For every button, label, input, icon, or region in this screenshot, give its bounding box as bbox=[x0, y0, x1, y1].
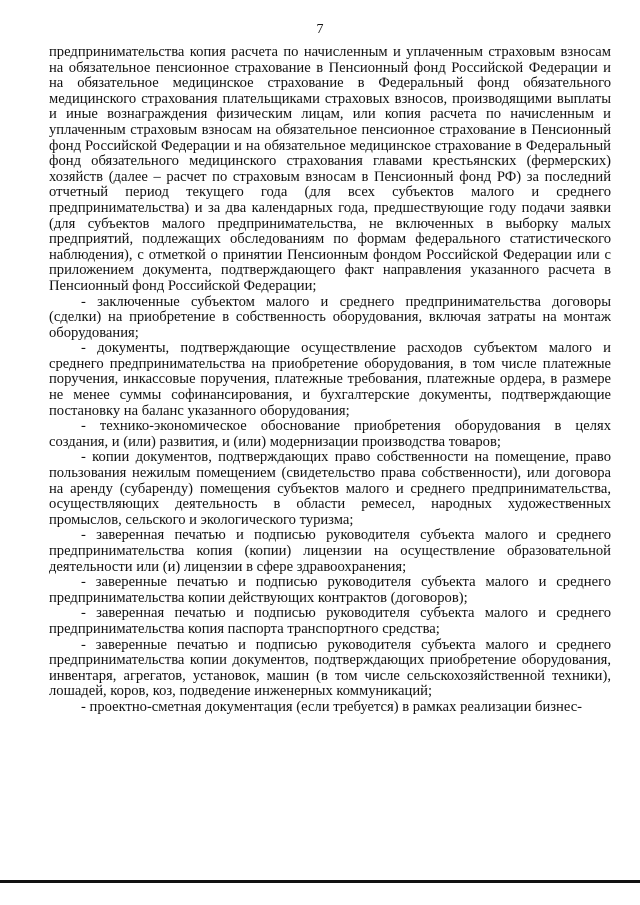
list-item-contracts: - заключенные субъектом малого и среднего предпринимательства договоры (сделки) на приобретение в собственность оборудования, включая затраты на монтаж оборудования; bbox=[49, 293, 611, 341]
list-item-acquisition-documents: - заверенные печатью и подписью руководителя субъекта малого и среднего предпринимательства копии документов, подтверждающих приобретение оборудования, инвентаря, агрегатов, установок, машин (в том числе сельскохозяйственной техники), лошадей, коров, коз, подведение инженерных коммуникаций; bbox=[49, 636, 611, 700]
page-number: 7 bbox=[316, 22, 324, 37]
list-item-expense-documents: - документы, подтверждающие осуществление расходов субъектом малого и среднего предпринимательства на приобретение оборудования, в том числе платежные поручения, инкассовые поручения, платежные требования, платежные ордера, в размере не менее суммы софинансирования, и бухгалтерские документы, подтверждающие постановку на баланс указанного оборудования; bbox=[49, 340, 611, 419]
list-item-feasibility-study: - технико-экономическое обоснование приобретения оборудования в целях создания, и (или) развития, и (или) модернизации производства товаров; bbox=[49, 418, 611, 450]
list-item-contract-copies: - заверенные печатью и подписью руководителя субъекта малого и среднего предпринимательства копии действующих контрактов (договоров); bbox=[49, 574, 611, 606]
list-item-property-documents: - копии документов, подтверждающих право собственности на помещение, право пользования нежилым помещением (свидетельство права собственности), или договора на аренду (субаренду) помещения субъектов малого и среднего предпринимательства, осуществляющих деятельность в области ремесел, народных художественных промыслов, сельского и экологического туризма; bbox=[49, 449, 611, 528]
paragraph-continuation: предпринимательства копия расчета по начисленным и уплаченным страховым взносам на обязательное пенсионное страхование в Пенсионный фонд Российской Федерации и на обязательное медицинское страхование в Федеральный фонд обязательного медицинского страхования плательщиками страховых взносов, производящими выплаты и иные вознаграждения физическим лицам, или копия расчета по начисленным и уплаченным страховым взносам на обязательное пенсионное страхование в Пенсионный фонд Российской Федерации и на обязательное медицинское страхование в Федеральный фонд обязательного медицинского страхования главами крестьянских (фермерских) хозяйств (далее – расчет по страховым взносам в Пенсионный фонд РФ) за последний отчетный период текущего года (для всех субъектов малого и среднего предпринимательства) и за два календарных года, предшествующие году подачи заявки (для субъектов малого предпринимательства, не включенных в выборку малых предприятий, подлежащих обследованиям по формам федерального статистического наблюдения), с отметкой о принятии Пенсионным фондом Российской Федерации или с приложением документа, подтверждающего факт направления указанного расчета в Пенсионный фонд Российской Федерации; bbox=[49, 44, 611, 294]
body-text bbox=[49, 45, 611, 716]
bottom-divider bbox=[0, 880, 640, 883]
list-item-design-documentation: - проектно-сметная документация (если требуется) в рамках реализации бизнес- bbox=[81, 698, 583, 715]
list-item-vehicle-passport: - заверенная печатью и подписью руководителя субъекта малого и среднего предпринимательства копия паспорта транспортного средства; bbox=[49, 605, 611, 637]
list-item-license-copies: - заверенная печатью и подписью руководителя субъекта малого и среднего предпринимательства копия (копии) лицензии на осуществление образовательной деятельности или (и) лицензии в сфере здравоохранения; bbox=[49, 527, 611, 575]
